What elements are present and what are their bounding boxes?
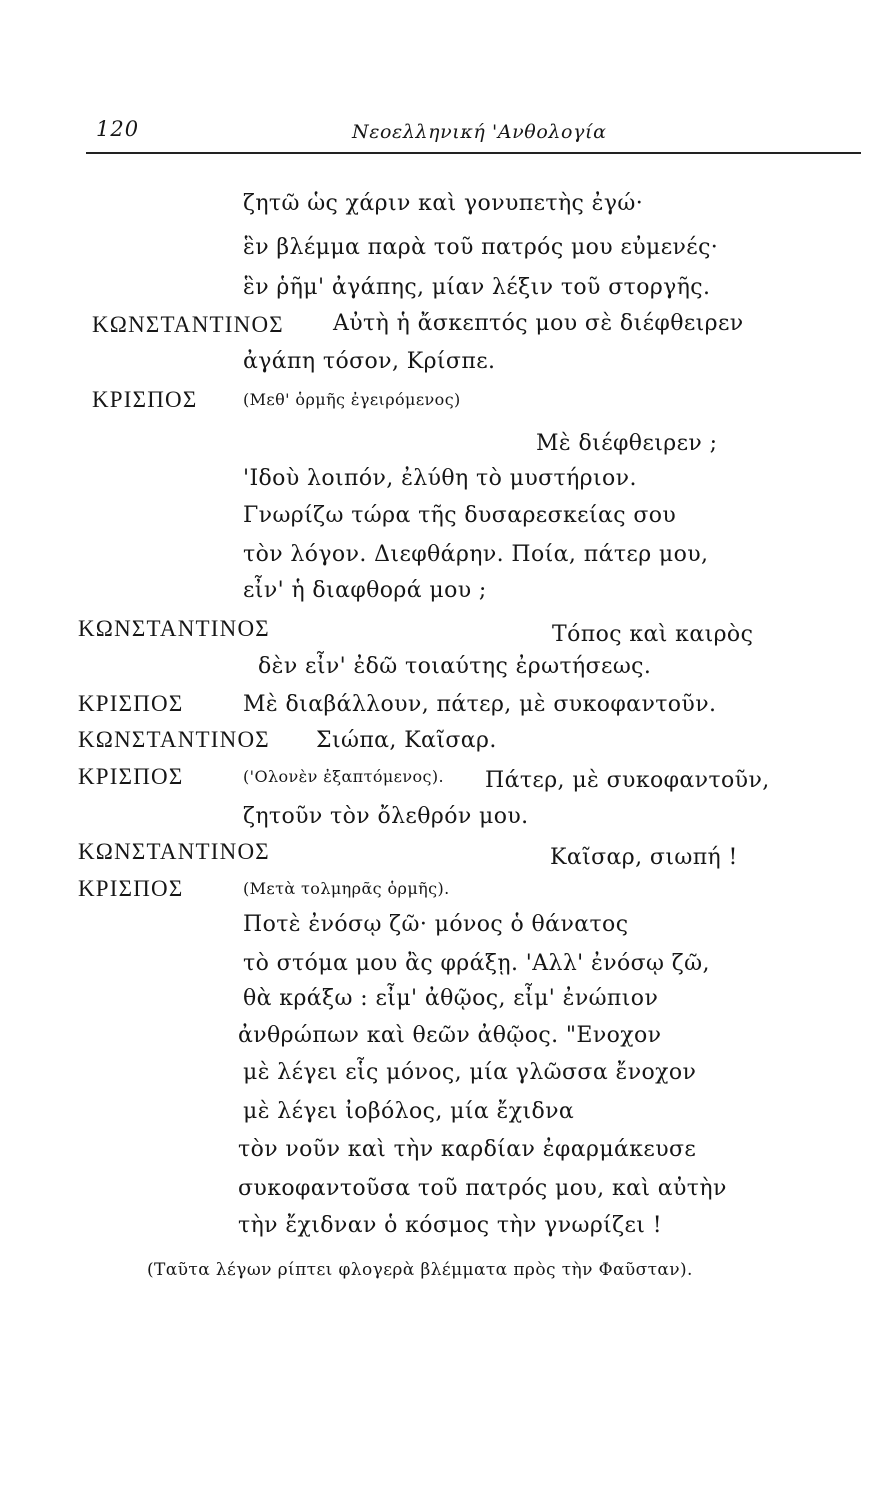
verse-line: Καῖσαρ, σιωπή !	[550, 845, 738, 870]
verse-line: Γνωρίζω τώρα τῆς δυσαρεσκείας σου	[243, 503, 677, 528]
verse-line: ζητῶ ὡς χάριν καὶ γονυπετὴς ἐγώ·	[243, 191, 644, 216]
verse-line: μὲ λέγει εἷς μόνος, μία γλῶσσα ἔνοχον	[243, 1060, 697, 1085]
header-rule	[86, 152, 861, 154]
verse-line: ἓν βλέμμα παρὰ τοῦ πατρός μου εὐμενές·	[243, 235, 719, 260]
verse-line: τὸν νοῦν καὶ τὴν καρδίαν ἐφαρμάκευσε	[238, 1137, 697, 1162]
speaker-konstantinos: ΚΩΝΣΤΑΝΤΙΝΟΣ	[78, 616, 270, 641]
verse-line: τὸν λόγον. Διεφθάρην. Ποία, πάτερ μου,	[243, 542, 709, 567]
speaker-krispos: ΚΡΙΣΠΟΣ	[78, 764, 184, 789]
verse-line: 'Ιδοὺ λοιπόν, ἐλύθη τὸ μυστήριον.	[243, 466, 637, 491]
stage-direction: ('Ολονὲν ἐξαπτόμενος).	[243, 767, 444, 786]
running-title: Νεοελληνική 'Ανθολογία	[352, 121, 607, 143]
verse-line: Μὲ διέφθειρεν ;	[536, 431, 718, 456]
verse-line: ἀγάπη τόσον, Κρίσπε.	[243, 349, 496, 374]
verse-line: ἓν ῥῆμ' ἀγάπης, μίαν λέξιν τοῦ στοργῆς.	[243, 275, 711, 300]
verse-line: Μὲ διαβάλλουν, πάτερ, μὲ συκοφαντοῦν.	[243, 692, 717, 717]
speaker-krispos: ΚΡΙΣΠΟΣ	[78, 691, 184, 716]
stage-direction: (Μεθ' ὁρμῆς ἐγειρόμενος)	[243, 390, 461, 409]
verse-line: ζητοῦν τὸν ὄλεθρόν μου.	[243, 804, 529, 829]
page-number: 120	[96, 117, 140, 141]
verse-line: εἶν' ἡ διαφθορά μου ;	[243, 578, 487, 603]
verse-line: δὲν εἶν' ἐδῶ τοιαύτης ἐρωτήσεως.	[258, 654, 652, 679]
verse-line: Ποτὲ ἐνόσῳ ζῶ· μόνος ὁ θάνατος	[243, 912, 629, 937]
verse-line: Αὐτὴ ἡ ἄσκεπτός μου σὲ διέφθειρεν	[333, 311, 744, 336]
verse-line: τὴν ἔχιδναν ὁ κόσμος τὴν γνωρίζει !	[238, 1213, 662, 1238]
speaker-krispos: ΚΡΙΣΠΟΣ	[78, 876, 184, 901]
speaker-konstantinos: ΚΩΝΣΤΑΝΤΙΝΟΣ	[78, 727, 270, 752]
verse-line: Σιώπα, Καῖσαρ.	[316, 728, 497, 753]
verse-line: συκοφαντοῦσα τοῦ πατρός μου, καὶ αὐτὴν	[238, 1176, 727, 1201]
speaker-krispos: ΚΡΙΣΠΟΣ	[92, 387, 198, 412]
verse-line: ἀνθρώπων καὶ θεῶν ἀθῷος. "Ενοχον	[238, 1023, 662, 1048]
stage-direction: (Μετὰ τολμηρᾶς ὁρμῆς).	[243, 879, 450, 898]
speaker-konstantinos: ΚΩΝΣΤΑΝΤΙΝΟΣ	[78, 839, 270, 864]
verse-line: θὰ κράξω : εἶμ' ἀθῷος, εἶμ' ἐνώπιον	[243, 986, 659, 1011]
speaker-konstantinos: ΚΩΝΣΤΑΝΤΙΝΟΣ	[92, 312, 284, 337]
verse-line: τὸ στόμα μου ἂς φράξῃ. 'Αλλ' ἐνόσῳ ζῶ,	[243, 951, 710, 976]
verse-line: μὲ λέγει ἰοβόλος, μία ἔχιδνα	[243, 1099, 575, 1124]
verse-line: Πάτερ, μὲ συκοφαντοῦν,	[485, 768, 770, 793]
stage-direction: (Ταῦτα λέγων ρίπτει φλογερὰ βλέμματα πρὸς τὴν Φαῦσταν).	[147, 1260, 693, 1280]
verse-line: Τόπος καὶ καιρὸς	[552, 622, 754, 647]
